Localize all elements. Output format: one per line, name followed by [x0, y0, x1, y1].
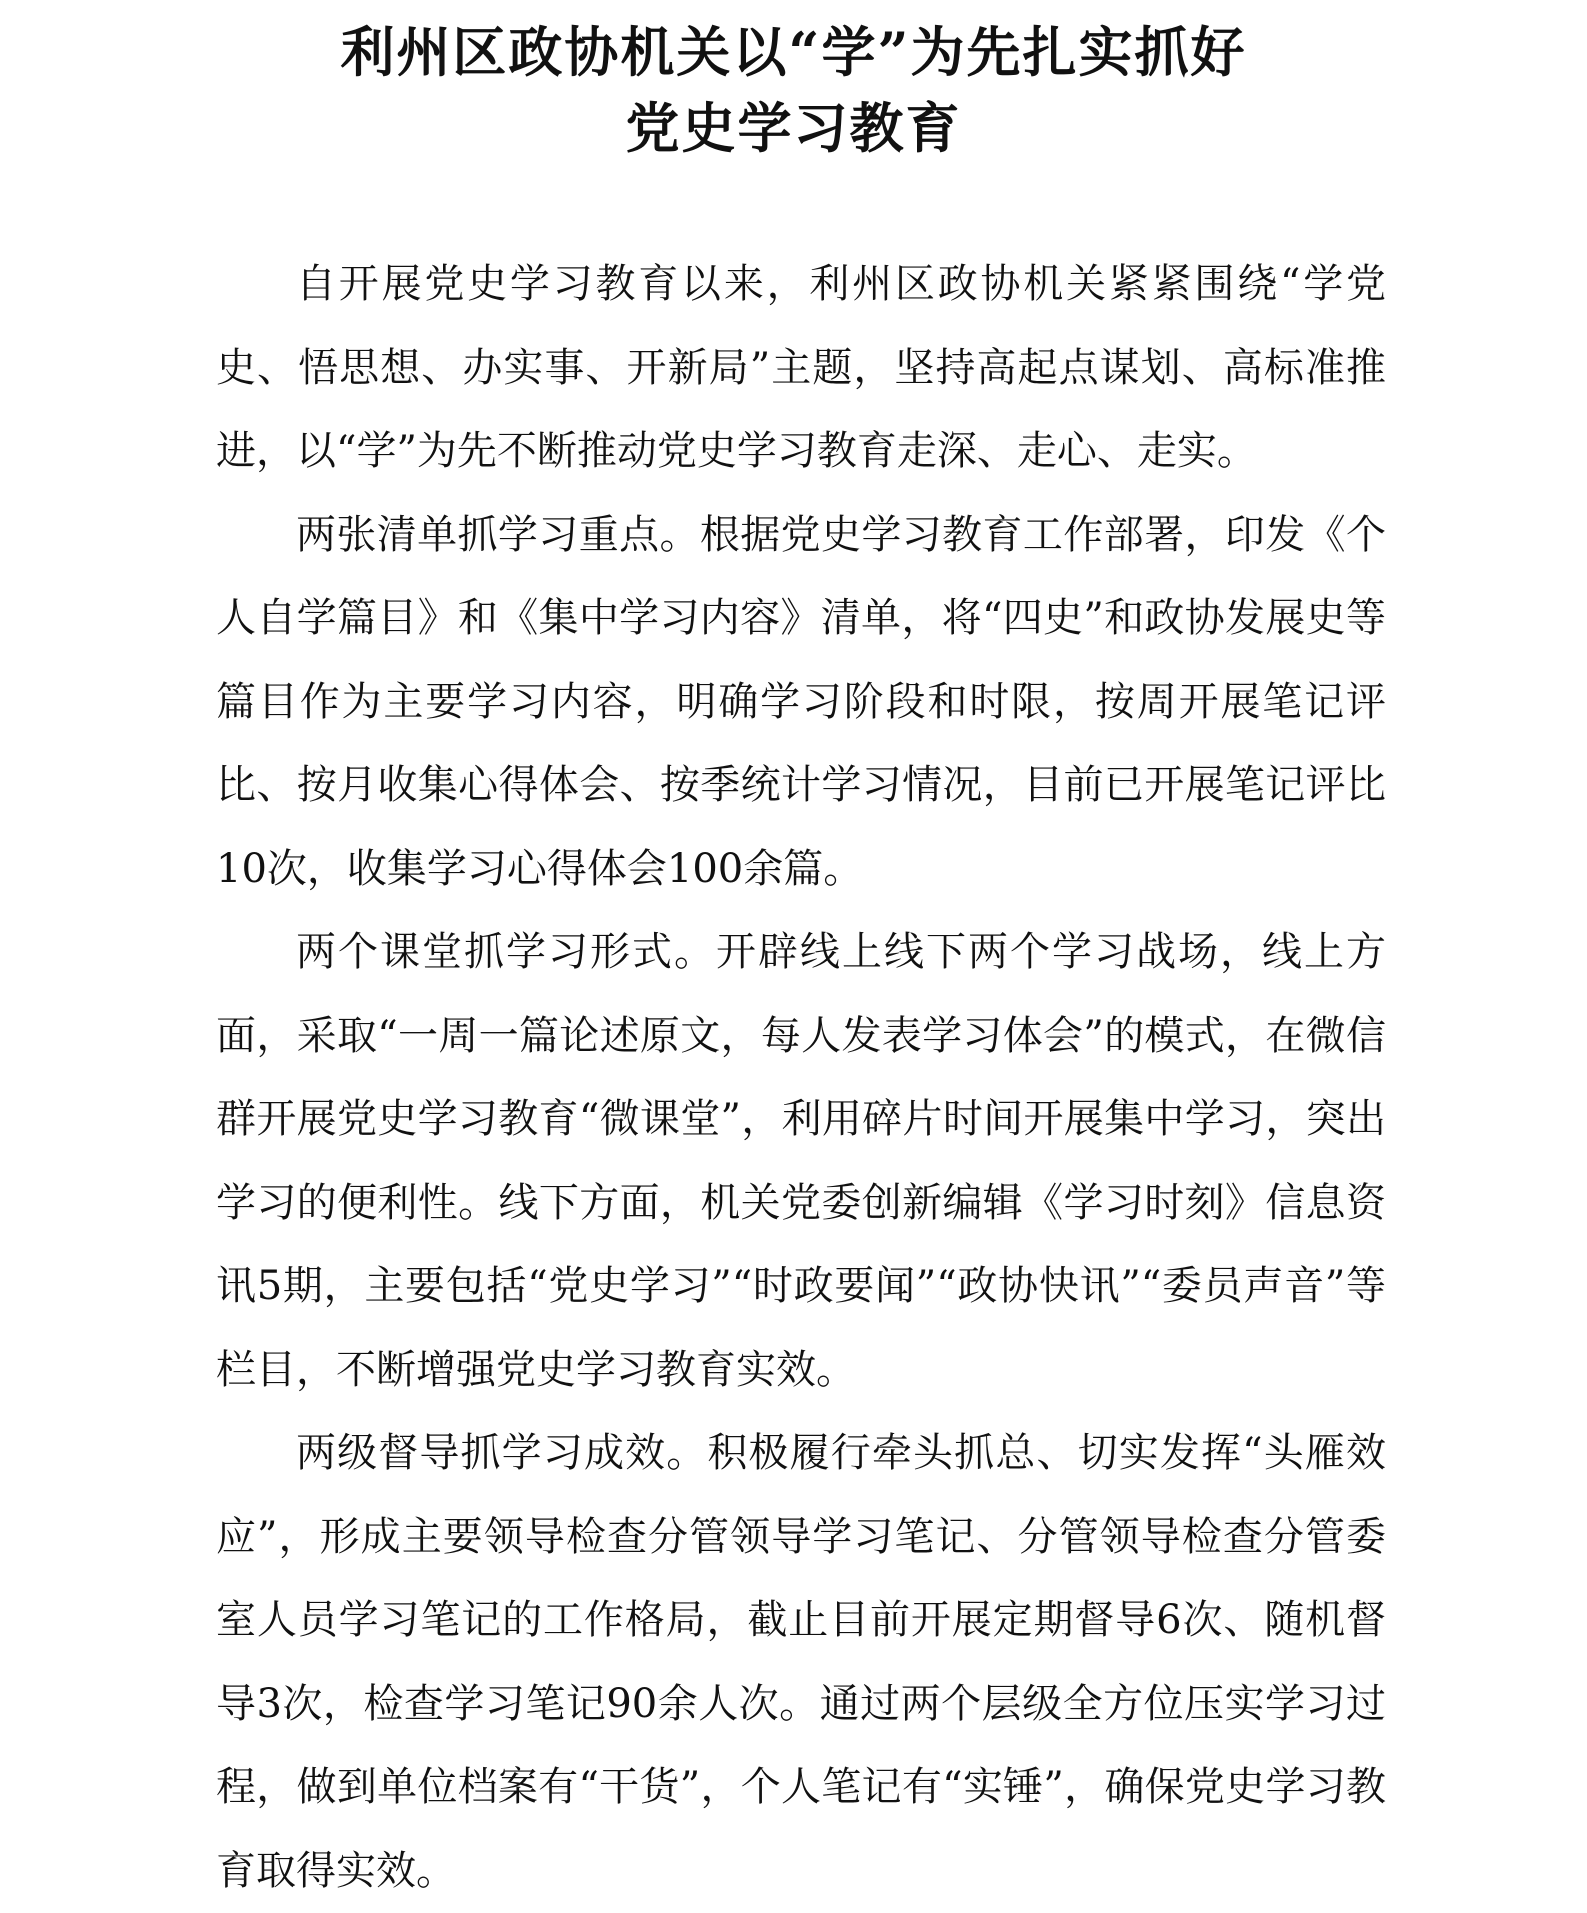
paragraph-study-classrooms: 两个课堂抓学习形式。开辟线上线下两个学习战场，线上方面，采取“一周一篇论述原文，每人发表学习体会”的模式，在微信群开展党史学习教育“微课堂”，利用碎片时间开展集中学习，突出学习的便利性。线下方面，机关党委创新编辑《学习时刻》信息资讯5期，主要包括“党史学习”“时政要闻”“政协快讯”“委员声音”等栏目，不断增强党史学习教育实效。	[216, 929, 1386, 1393]
title-line-1: 利州区政协机关以“学”为先扎实抓好	[340, 20, 1247, 84]
paragraph-intro: 自开展党史学习教育以来，利州区政协机关紧紧围绕“学党史、悟思想、办实事、开新局”主题，坚持高起点谋划、高标准推进，以“学”为先不断推动党史学习教育走深、走心、走实。	[216, 261, 1386, 474]
paragraph-supervision: 两级督导抓学习成效。积极履行牵头抓总、切实发挥“头雁效应”，形成主要领导检查分管领导学习笔记、分管领导检查分管委室人员学习笔记的工作格局，截止目前开展定期督导6次、随机督导3次，检查学习笔记90余人次。通过两个层级全方位压实学习过程，做到单位档案有“干货”，个人笔记有“实锤”，确保党史学习教育取得实效。	[216, 1430, 1386, 1894]
title-line-2: 党史学习教育	[625, 96, 962, 160]
paragraph-study-lists: 两张清单抓学习重点。根据党史学习教育工作部署，印发《个人自学篇目》和《集中学习内容》清单，将“四史”和政协发展史等篇目作为主要学习内容，明确学习阶段和时限，按周开展笔记评比、按月收集心得体会、按季统计学习情况，目前已开展笔记评比10次，收集学习心得体会100余篇。	[216, 511, 1386, 892]
document-body	[216, 243, 1386, 1913]
document-title	[0, 14, 1587, 166]
